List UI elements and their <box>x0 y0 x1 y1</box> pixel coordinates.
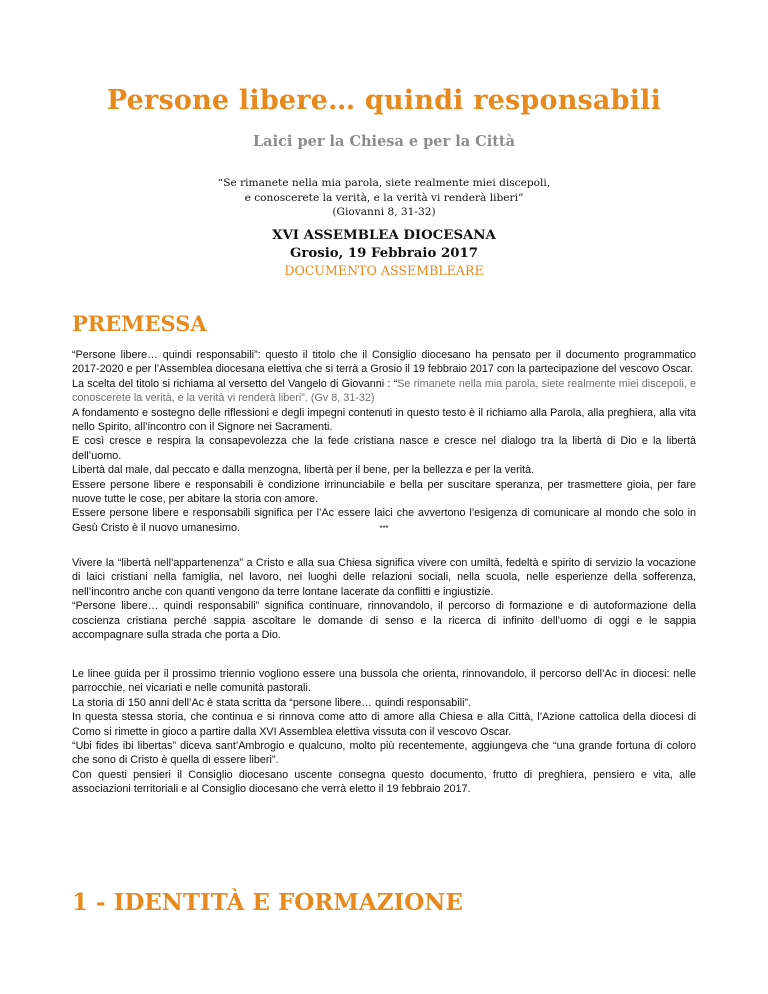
paragraph: La storia di 150 anni dell’Ac è stata scritta da “persone libere… quindi responsabili”. <box>72 696 472 709</box>
paragraph: Essere persone libere e responsabili è condizione irrinunciabile e bella per suscitare speranza, per trasmettere gioia, per fare nuove tutte le cose, per abitare la storia con amore. <box>72 478 696 506</box>
section-heading-identita: 1 - IDENTITÀ E FORMAZIONE <box>72 889 463 916</box>
paragraph: Vivere la “libertà nell’appartenenza” a Cristo e alla sua Chiesa significa vivere con umiltà, fedeltà e spirito di servizio la vocazione di laici cristiani nella famiglia, nel lavoro, nei luoghi delle relazioni sociali, nella scuola, nelle esperienze della sofferenza, nell’incontro anche con quanti vengono da terre lontane lacerate da conflitti e ingiustizie. <box>72 557 696 598</box>
premessa-paragraphs-1 <box>72 348 696 535</box>
paragraph: “Persone libere… quindi responsabili” significa continuare, rinnovandolo, il percorso di formazione e di autoformazione della coscienza cristiana perché sappia ascoltare le domande di senso e la ricerca di infinito dell’uomo di oggi e le sappia accompagnare sulla strada che porta a Dio. <box>72 600 696 642</box>
paragraph: “Ubi fides ibi libertas” diceva sant’Ambrogio e qualcuno, molto più recentemente, aggiungeva che “una grande fortuna di coloro che sono di Cristo è quella di essere liberi”. <box>72 740 696 767</box>
paragraph <box>72 377 696 406</box>
section-heading-premessa: PREMESSA <box>72 311 207 336</box>
epigraph-quote <box>72 176 696 220</box>
assembly-name: XVI ASSEMBLEA DIOCESANA <box>272 228 496 243</box>
assembly-date: Grosio, 19 Febbraio 2017 <box>290 246 478 261</box>
gospel-quote-end: ”. (Gv 8, 31-32) <box>301 392 375 405</box>
gospel-quote: Se rimanete nella mia parola, siete realmente miei discepoli, e conoscerete la verità, e la verità vi renderà liberi <box>72 377 696 405</box>
quote-line-2: e conoscerete la verità, e la verità vi renderà liberi” <box>244 191 524 204</box>
assembly-info <box>72 227 696 263</box>
paragraph: A fondamento e sostegno delle riflessioni e degli impegni contenuti in questo testo è il richiamo alla Parola, alla preghiera, alla vita nello Spirito, all’incontro con il Signore nei Sacramenti. <box>72 406 696 434</box>
section-separator: *** <box>379 524 389 533</box>
premessa-paragraphs-2 <box>72 556 696 642</box>
quote-reference: (Giovanni 8, 31-32) <box>332 206 436 218</box>
premessa-paragraphs-3 <box>72 667 696 797</box>
paragraph: E così cresce e respira la consapevolezza che la fede cristiana nasce e cresce nel dialogo tra la libertà di Dio e la libertà dell’uomo. <box>72 435 696 462</box>
document-type-label: DOCUMENTO ASSEMBLEARE <box>284 263 484 278</box>
document-title: Persone libere… quindi responsabili <box>106 85 662 116</box>
paragraph: Essere persone libere e responsabili significa per l’Ac essere laici che avvertono l’esigenza di comunicare al mondo che solo in Gesù Cristo è il nuovo umanesimo. <box>72 507 696 534</box>
document-subtitle: Laici per la Chiesa e per la Città <box>252 133 516 150</box>
paragraph: “Persone libere… quindi responsabili”: questo il titolo che il Consiglio diocesano ha pensato per il documento programmatico 2017-2020 e per l’Assemblea diocesana elettiva che si terrà a Grosio il 19 febbraio 2017 con la partecipazione del vescovo Oscar. <box>72 349 696 376</box>
quote-line-1: “Se rimanete nella mia parola, siete realmente miei discepoli, <box>217 177 551 189</box>
paragraph: Le linee guida per il prossimo triennio vogliono essere una bussola che orienta, rinnovandolo, il percorso dell’Ac in diocesi: nelle parrocchie, nei vicariati e nelle comunità pastorali. <box>72 668 696 695</box>
paragraph-text: La scelta del titolo si richiama al versetto del Vangelo di Giovanni : “ <box>72 377 398 390</box>
paragraph: Libertà dal male, dal peccato e dalla menzogna, libertà per il bene, per la bellezza e per la verità. <box>72 464 535 477</box>
paragraph: Con questi pensieri il Consiglio diocesano uscente consegna questo documento, frutto di preghiera, pensiero e vita, alle associazioni territoriali e al Consiglio diocesano che verrà eletto il 19 febbraio 2017. <box>72 768 696 796</box>
paragraph: In questa stessa storia, che continua e si rinnova come atto di amore alla Chiesa e alla Città, l’Azione cattolica della diocesi di Como si rimette in gioco a partire dalla XVI Assemblea elettiva vissuta con il vescovo Oscar. <box>72 711 696 738</box>
